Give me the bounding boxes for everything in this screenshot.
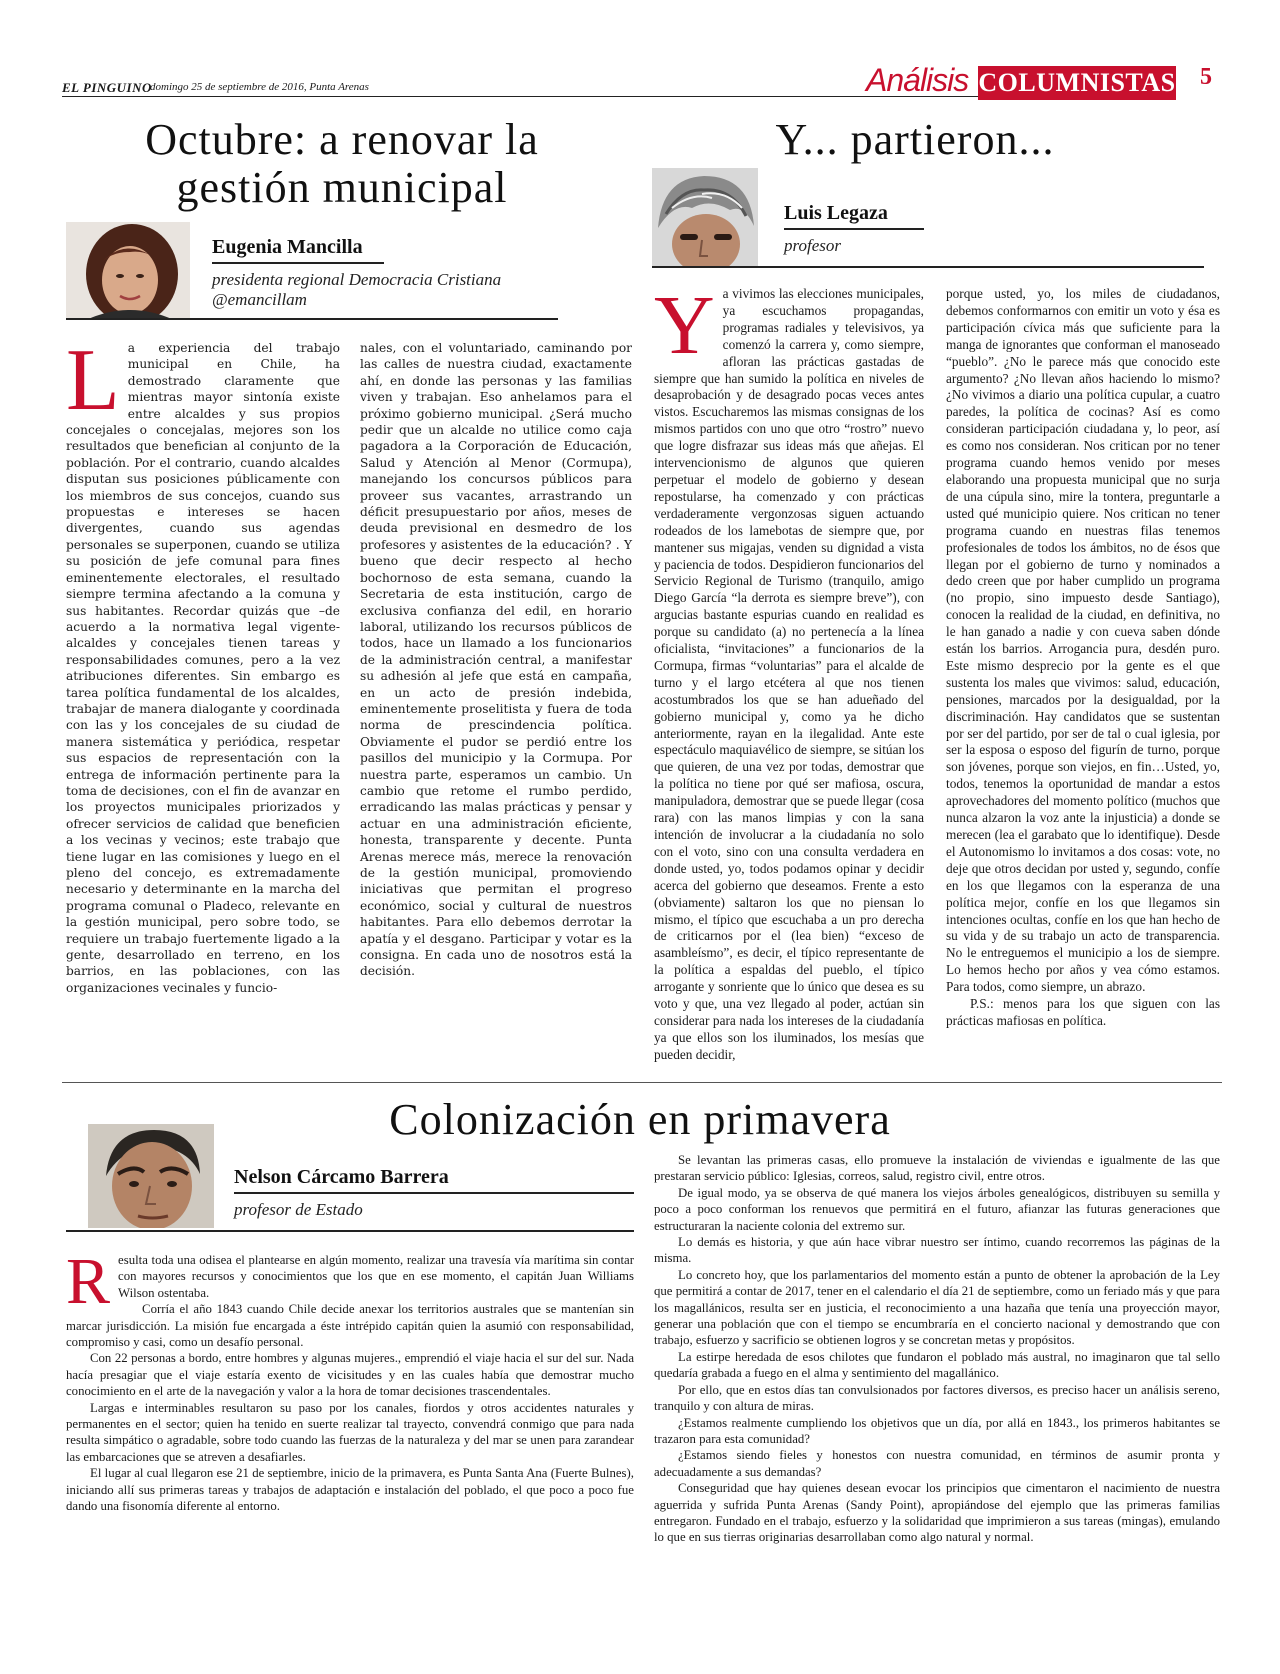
- article2-author-photo: [652, 168, 758, 266]
- article3-paragraph: ¿Estamos realmente cumpliendo los objetivos que un día, por allá en 1843., los primeros habitantes se trazaron para esta comunidad?: [654, 1415, 1220, 1446]
- article3-paragraph: [66, 1245, 634, 1318]
- article3-title: Colonización en primavera: [389, 1095, 891, 1144]
- article1-column1-text: a experiencia del trabajo municipal en Chile, ha demostrado claramente que mientras mayor sintonía existe entre alcaldes y sus propios concejales o concejalas, mejores son los resultados que benefician al conjunto de la población. Por el contrario, cuando alcaldes disputan sus posiciones públicamente con los miembros de sus concejos, cuando sus propuestas e intereses se hacen divergentes, cuando sus agendas personales se superponen, cuando se utiliza su posición de jefe comunal para fines eminentemente electorales, el resultado siempre termina afectando a la comuna y sus habitantes. Recordar quizás que –de acuerdo a la normativa legal vigente- alcaldes y concejales tienen tareas y responsabilidades comunes, pero a la vez atribuciones diferentes. Sin embargo es tarea política fundamental de los alcaldes, trabajar de manera dialogante y coordinada con las y los concejales de su ciudad de manera sistemática y periódica, respetar sus espacios de representación con la entrega de información pertinente para la toma de decisiones, con el fin de avanzar en los proyectos municipales priorizados y ofrecer servicios de calidad que beneficien a los vecinas y vecinos; este trabajo que tiene lugar en las comisiones y luego en el pleno del concejo, es extremadamente necesario y determinante en la marcha del programa comunal o Pladeco, relevante en la gestión municipal, pero sobre todo, se requiere un trabajo fuertemente ligado a la gente, desarrollado en terreno, en los barrios, en las poblaciones, con las organizaciones vecinales y funcio-: [66, 341, 340, 995]
- article3-author-photo: [88, 1124, 214, 1228]
- article2-dropcap: Y: [654, 279, 715, 372]
- article3-paragraph: Lo demás es historia, y que aún hace vibrar nuestro ser íntimo, cuando recorremos las páginas de la misma.: [654, 1235, 1220, 1266]
- article3-paragraph: De igual modo, ya se observa de qué manera los viejos árboles genealógicos, distribuyen su semilla y poco a poco conforman los renuevos que permitirá en el futuro, afianzar las futuras generaciones que estructuraran la naciente colonia del extremo sur.: [654, 1185, 1220, 1233]
- section-name: COLUMNISTAS: [978, 66, 1176, 100]
- article2-column1: [654, 279, 924, 1064]
- article3-dropcap: R: [66, 1245, 111, 1318]
- article3-paragraph: La estirpe heredada de esos chilotes que fundaron el poblado más austral, no imaginaron que tal sello quedaría grabada a fuego en el alma y sentimiento del magallánico.: [654, 1349, 1220, 1381]
- article1-column2: [360, 340, 632, 980]
- article3-author: Nelson Cárcamo Barrera: [234, 1166, 449, 1188]
- article2-title: Y... partieron...: [775, 115, 1055, 164]
- article3-paragraph: Corría el año 1843 cuando Chile decide anexar los territorios australes que se mantenían sin marcar jurisdicción. La misión fue encargada a éste intrépido capitán quien la asumió con responsabilidad, compromiso y casi, como un desafío personal.: [66, 1302, 634, 1350]
- article3-paragraph: Se levantan las primeras casas, ello promueve la instalación de viviendas e igualmente de las que prestaran servicio público: Iglesias, correos, salud, registro civil, entre otros.: [654, 1153, 1220, 1184]
- article2-column2-text: porque usted, yo, los miles de ciudadanos, debemos conformarnos con emitir un voto y ésa es participación cívica más que suficiente para la manga de ignorantes que conforman el manoseado “pueblo”. ¿No le parece más que conocido este argumento? ¿No llevan años haciendo lo mismo? ¿No vivimos a diario una política cupular, a cuatro paredes, la política de cocinas? Así es como consideran participación ciudadana y, lo peor, así es como nos consideran. Nos critican por no tener programa cuando hemos venido por meses elaborando una propuesta municipal que no surja de una cúpula sino, mire la tontera, preguntarle a usted qué municipio quiere. Nos critican no tener programa cuando en nuestras filas tenemos profesionales de todos los ámbitos, no de ésos que llegan por el gobierno de turno y nominados a dedo creen que por haber cumplido un programa (no propio, sino impuesto desde Santiago), conocen la realidad de la ciudad, en definitiva, no le han ganado a nadie y con cueva saben dónde están los barrios. Arrogancia pura, desdén puro. Este mismo desprecio por la gente es el que sustenta los males que vivimos: salud, educación, pensiones, marcados por la desigualdad, por la discriminación. Hay candidatos que se sustentan por ser del partido, por ser de tal o cual iglesia, por ser la esposa o esposo del figurín de turno, porque son jóvenes, porque son viejos, en fin…Usted, yo, todos, tenemos la oportunidad de mandar a estos aprovechadores del momento político (muchos que nunca alzaron la voz ante la injusticia) a donde se merecen (lea el garabato que lo identifique). Desde el Autonomismo lo invitamos a dos cosas: vote, no deje que otros decidan por usted y, segundo, confíe en los que llegamos con la esperanza de una política mejor, confíe en los que llegamos sin intenciones ocultas, confíe en los que han hecho de su vida y de su trabajo un acto de transparencia. No le entreguemos el municipio a los de siempre. Lo hemos hecho por años y vea cómo estamos. Para todos, como siempre, un abrazo.: [946, 286, 1220, 995]
- article2-bottom-rule: [652, 266, 1204, 268]
- article3-paragraph: Lo concreto hoy, que los parlamentarios del momento están a punto de obtener la aprobación de la Ley que permitirá a contar de 2017, tener en el calendario el día 21 de septiembre, como un feriado más y que para los magallánicos, resulta ser en justicia, el reconocimiento a una hazaña que tenía una proyección mayor, generar una población que con el tiempo se encumbraría en el concierto nacional y demostrando que con trabajo, esfuerzo y sacrificio se obtienen logros y se concretan metas y propósitos.: [654, 1267, 1220, 1348]
- article1-author-photo: [66, 222, 190, 320]
- article1-author-rule: [212, 262, 384, 264]
- section-separator: [62, 1082, 1222, 1083]
- article3-paragraph: ¿Estamos siendo fieles y honestos con nuestra comunidad, en términos de asumir pronta y adecuadamente a sus demandas?: [654, 1448, 1220, 1479]
- article3-paragraph: Por ello, que en estos días tan convulsionados por factores diversos, es preciso hacer un análisis sereno, tranquilo y con altura de miras.: [654, 1382, 1220, 1414]
- article1-bottom-rule: [66, 318, 558, 320]
- article3-author-rule: [234, 1192, 634, 1194]
- article2-column1-text: a vivimos las elecciones municipales, ya escuchamos propagandas, programas radiales y televisivos, ya comenzó la carrera y, como siempre, afloran las prácticas gastadas de siempre que han sumido la política en niveles de desaprobación y de desagrado pocas veces antes vistos. Escucharemos las mismas consignas de los mismos partidos con uno que otro “rostro” nuevo que logre disfrazar sus ideas más que añejas. El intervencionismo de algunos que quieren perpetuar el modelo de gobierno y desean repostularse, ha comenzado y con prácticas verdaderamente vergonzosas siguen actuando rodeados de los lamebotas de siempre que, por mantener sus migajas, venden su dignidad a vista y paciencia de todos. Despidieron funcionarios del Servicio Regional de Turismo (tranquilo, amigo Diego García “la derrota es siempre breve”), con argucias bastante espurias cuando en realidad es porque su candidato (a) no pertenecía a la línea oficialista, “invitaciones” a funcionarios de la Cormupa, firmas “voluntarias” para el alcalde de turno y el largo etcétera al que nos tienen acostumbrados los que se han adueñado del gobierno municipal y, como ya he dicho anteriormente, rayan en la ilegalidad. Ante este espectáculo maquiavélico de siempre, se sitúan los que quieren, de una vez por todas, demostrar que la política no tiene por qué ser mafiosa, oscura, manipuladora, demostrar que se puede llegar (cosa rara) con las manos limpias y con la sana intención de involucrar a la ciudadanía no solo con el voto, sino con una consulta verdadera en donde usted, yo, todos podamos opinar y decidir acerca del gobierno que deseamos. Frente a esto (obviamente) saltaron los que no piensan lo mismo, el típico que escuchaba a un pro derecha de criticarnos por el (lea bien) “exceso de asambleísmo”, es decir, el típico representante de la política a espaldas del pueblo, el típico arrogante y sonriente que lo único que desea es su voto y que, una vez llegado al poder, actúan sin considerar para nada los intereses de la ciudadanía ya que ellos son los iluminados, los mesías que pueden decidir,: [654, 286, 924, 1062]
- article3-paragraph: El lugar al cual llegaron ese 21 de septiembre, inicio de la primavera, es Punta Santa Ana (Fuerte Bulnes), iniciando allí sus primeras tareas y trabajos de adaptación e instalación del poblado, el que poco a poco fue dando una fisonomía diferente al entorno.: [66, 1466, 634, 1514]
- article3-paragraph: Con 22 personas a bordo, entre hombres y algunas mujeres., emprendió el viaje hacia el sur del sur. Nada hacía presagiar que el viaje estaría exento de vicisitudes y en las cuales había que demostrar mucho conocimiento en el arte de la navegación y valor a la hora de tomar decisiones trascendentales.: [66, 1351, 634, 1399]
- article2-column2: [946, 286, 1220, 1030]
- article3-role: profesor de Estado: [234, 1200, 363, 1219]
- article1-title: [62, 116, 622, 212]
- section-label: Análisis: [866, 62, 969, 98]
- article1-role-line1: presidenta regional Democracia Cristiana: [212, 270, 502, 289]
- article3-paragraph: Largas e interminables resultaron su paso por los canales, fiordos y otros accidentes naturales y permanentes en el sector; quien ha tenido en suerte realizar tal trayecto, convendrá conmigo que para nada resulta simpático o agradable, sobre todo cuando las fuerzas de la naturaleza y del mar se unen para zarandear las embarcaciones que se atreven a desafiarles.: [66, 1400, 634, 1464]
- article3-bottom-rule: [66, 1230, 634, 1232]
- article3-column2: [654, 1152, 1220, 1546]
- article1-title-line1: Octubre: a renovar la: [145, 115, 539, 164]
- article2-role: profesor: [784, 236, 841, 255]
- publication-name: EL PINGUINO: [62, 80, 152, 95]
- article1-title-line2: gestión municipal: [176, 163, 508, 212]
- article1-column2-text: nales, con el voluntariado, caminando por las calles de nuestra ciudad, exactamente ahí, en donde las personas y las familias viven y trabajan. Eso anhelamos para el próximo gobierno municipal. ¿Será mucho pedir que un alcalde no utilice como caja pagadora a la Corporación de Educación, Salud y Atención al Menor (Cormupa), manejando los concursos públicos para proveer sus vacantes, arrastrando un déficit presupuestario por años, meses de deuda previsional en desmedro de los profesores y asistentes de la educación? . Y bueno que decir respecto al hecho bochornoso de esta semana, cuando la Secretaria de esta institución, cargo de exclusiva confianza del edil, en horario laboral, utilizando los recursos públicos de todos, hace un llamado a los funcionarios de la administración central, a manifestar su adhesión al jefe que está en campaña, en un acto de presión indebida, eminentemente proselitista y fuera de toda norma de prescindencia política. Obviamente el pudor se perdió entre los pasillos del municipio y la Cormupa. Por nuestra parte, esperamos un cambio. Un cambio que retome el rumbo perdido, erradicando las malas prácticas y pensar y actuar en una administración eficiente, honesta, transparente y decente. Punta Arenas merece más, merece la renovación de la gestión municipal, promoviendo iniciativas que permitan el progreso económico, social y cultural de nuestros habitantes. Para ello debemos derrotar la apatía y el desgano. Participar y votar es la consigna. En cada uno de nosotros está la decisión.: [360, 341, 632, 979]
- article2-author: Luis Legaza: [784, 202, 888, 224]
- article3-paragraph: Conseguridad que hay quienes desean evocar los principios que cimentaron el nacimiento de nuestra aguerrida y sufrida Punta Arenas (Sandy Point), apropiándose del ejemplo que las primeras familias entregaron. Fundado en el trabajo, esfuerzo y la solidaridad que imprimieron a sus tareas (mingas), emulando lo que en sus tierras originarias desarrollaban como algo natural y normal.: [654, 1481, 1220, 1545]
- article1-author: Eugenia Mancilla: [212, 236, 363, 258]
- article1-column1: [66, 332, 340, 996]
- page-number: 5: [1200, 64, 1212, 90]
- article1-role: [212, 270, 592, 310]
- article3-paragraph-text: esulta toda una odisea el plantearse en algún momento, realizar una travesía vía marítima sin contar con mayores recursos y conocimientos que los que en ese momento, el capitán Juan Williams Wilson ostentaba.: [118, 1253, 634, 1300]
- article2-author-rule: [784, 228, 924, 230]
- article1-role-handle: @emancillam: [212, 290, 307, 309]
- publication-date: domingo 25 de septiembre de 2016, Punta Arenas: [150, 81, 369, 93]
- article1-dropcap: L: [66, 332, 120, 429]
- article2-postscript: P.S.: menos para los que siguen con las prácticas mafiosas en política.: [946, 996, 1220, 1028]
- article3-column1: [66, 1245, 634, 1515]
